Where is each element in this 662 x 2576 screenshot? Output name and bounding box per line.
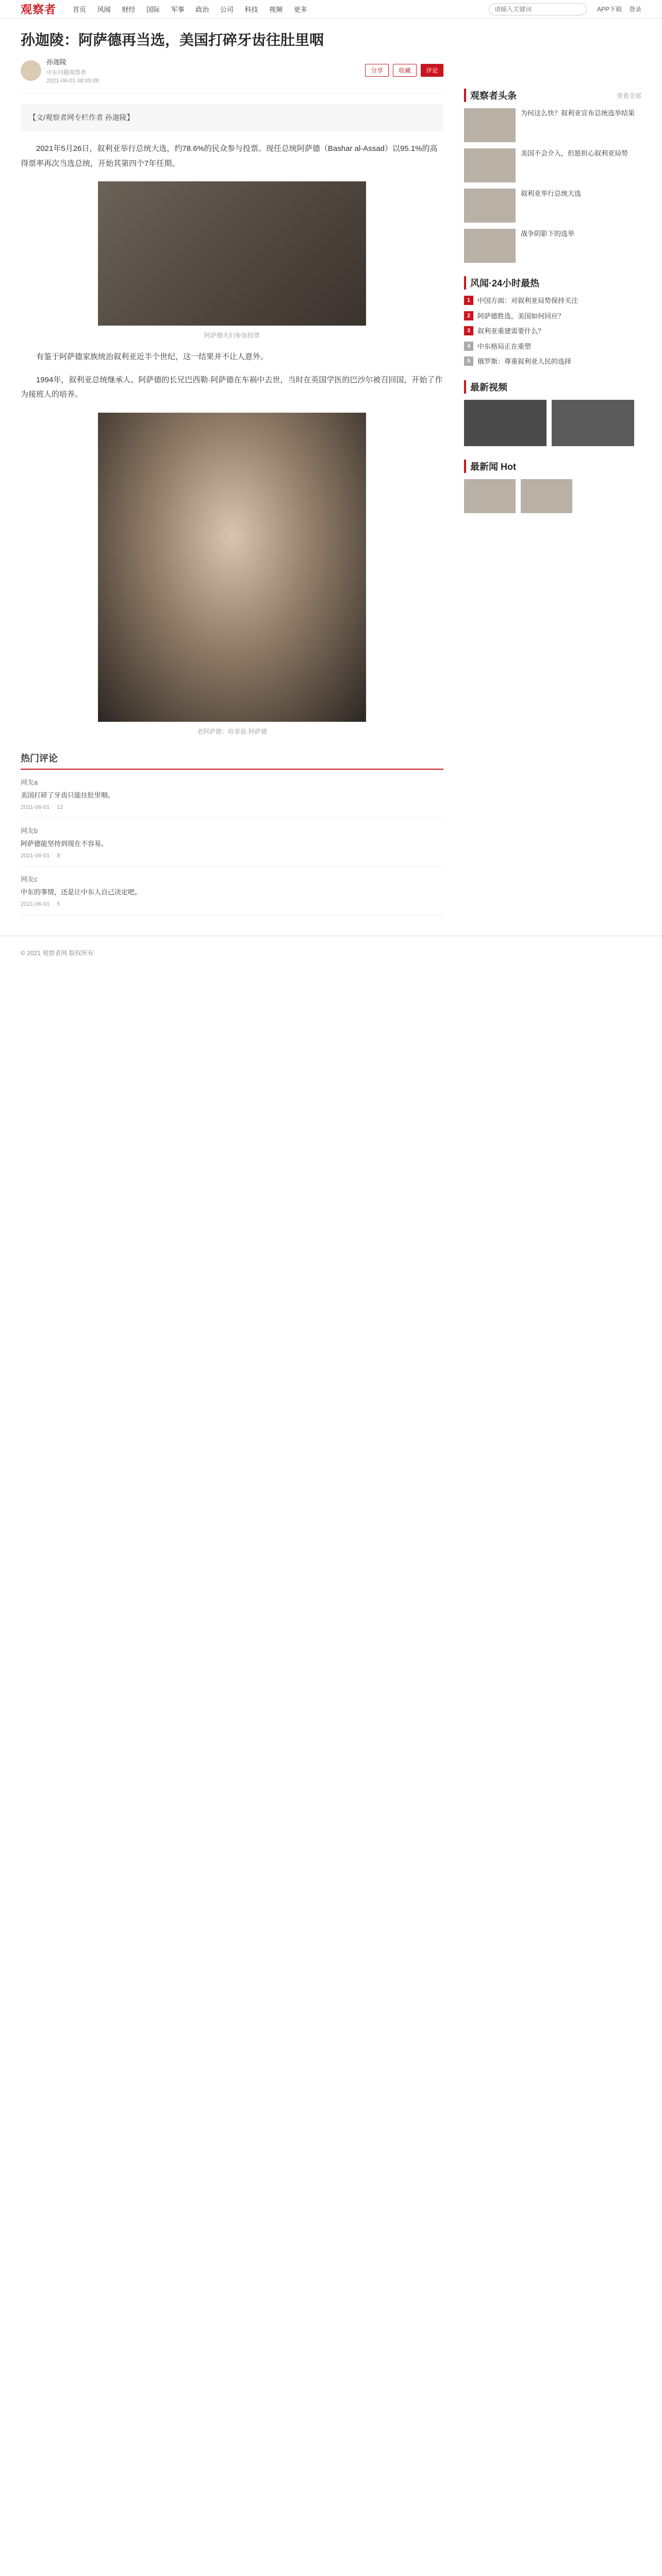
comment-body: 美国打碎了牙齿只能往肚里咽。 bbox=[21, 791, 115, 799]
article-summary: 【文/观察者网专栏作者 孙迦陵】 bbox=[21, 104, 443, 131]
sidebar bbox=[464, 19, 641, 915]
headline-text[interactable]: 叙利亚举行总统大选 bbox=[521, 190, 582, 197]
comment-item bbox=[21, 770, 443, 818]
hot-item[interactable] bbox=[464, 357, 641, 367]
comment-likes[interactable]: 5 bbox=[57, 901, 60, 907]
headline-text[interactable]: 为何这么快？叙利亚宣布总统选举结果 bbox=[521, 109, 635, 117]
sidebar-section-title bbox=[464, 380, 641, 394]
page-body bbox=[0, 19, 662, 915]
headline-item[interactable] bbox=[464, 229, 641, 263]
search-input[interactable] bbox=[489, 3, 587, 15]
share-button[interactable]: 分享 bbox=[365, 64, 389, 77]
hot-text[interactable]: 中东格局正在重塑 bbox=[477, 342, 532, 350]
article-title: 孙迦陵：阿萨德再当选，美国打碎牙齿往肚里咽 bbox=[21, 32, 324, 48]
headline-thumbnail[interactable] bbox=[464, 108, 516, 142]
article-paragraph: 1994年，叙利亚总统继承人、阿萨德的长兄巴西勒·阿萨德在车祸中去世，当时在英国学医的巴沙尔被召回国，开始了作为接班人的培养。 bbox=[21, 375, 443, 399]
login-link[interactable]: 登录 bbox=[628, 6, 641, 13]
article-date: 2021-06-01 08:05:08 bbox=[46, 78, 100, 84]
news-thumbnail[interactable] bbox=[521, 479, 572, 513]
section-label: 观察者头条 bbox=[470, 91, 517, 101]
nav-item[interactable]: 国际 bbox=[146, 6, 160, 13]
nav-item[interactable]: 风闻 bbox=[97, 6, 111, 13]
author-info bbox=[46, 57, 99, 84]
rank-badge: 1 bbox=[464, 296, 473, 305]
comment-item bbox=[21, 867, 443, 915]
comment-footer bbox=[21, 853, 443, 859]
headline-thumbnail[interactable] bbox=[464, 229, 516, 263]
hot-text[interactable]: 阿萨德胜选，美国如何回应？ bbox=[477, 312, 565, 320]
sidebar-section-title bbox=[464, 89, 641, 102]
favorite-button[interactable]: 收藏 bbox=[393, 64, 417, 77]
rank-badge: 3 bbox=[464, 326, 473, 335]
comment-button[interactable]: 评论 bbox=[421, 64, 443, 77]
article-photo-voting bbox=[98, 181, 366, 326]
nav-item[interactable]: 军事 bbox=[171, 6, 185, 13]
hot-item[interactable] bbox=[464, 326, 641, 336]
article-paragraph: 2021年5月26日，叙利亚举行总统大选，约78.6%的民众参与投票。现任总统阿萨德（Bashar al-Assad）以95.1%的高得票率再次当选总统，开始其第四个7年任期。 bbox=[21, 144, 438, 168]
comment-user[interactable]: 网友b bbox=[21, 826, 38, 835]
comment-likes[interactable]: 12 bbox=[57, 804, 63, 810]
copyright-text: © 2021 观察者网 版权所有 bbox=[21, 949, 94, 957]
hot-text[interactable]: 俄罗斯：尊重叙利亚人民的选择 bbox=[477, 358, 572, 365]
more-link[interactable]: 查看全部 bbox=[616, 92, 641, 99]
share-row bbox=[365, 64, 443, 77]
hot-text[interactable]: 中国方面：对叙利亚局势保持关注 bbox=[477, 297, 578, 304]
headline-thumbnail[interactable] bbox=[464, 148, 516, 182]
nav-item[interactable]: 政治 bbox=[195, 6, 209, 13]
comment-footer bbox=[21, 901, 443, 907]
nav-item[interactable]: 首页 bbox=[73, 6, 87, 13]
section-label: 风闻·24小时最热 bbox=[470, 278, 540, 289]
author-name[interactable]: 孙迦陵 bbox=[46, 58, 67, 66]
comments-heading: 热门评论 bbox=[21, 751, 443, 770]
comment-body: 阿萨德能坚持到现在不容易。 bbox=[21, 839, 108, 848]
photo-caption: 阿萨德夫妇参加投票 bbox=[204, 332, 260, 340]
photo-caption: 老阿萨德：哈菲兹·阿萨德 bbox=[197, 727, 267, 735]
rank-badge: 4 bbox=[464, 342, 473, 351]
video-item[interactable] bbox=[464, 400, 641, 446]
hot-text[interactable]: 叙利亚重建需要什么？ bbox=[477, 327, 545, 335]
sidebar-section-title bbox=[464, 276, 641, 290]
news-thumbnail[interactable] bbox=[464, 479, 516, 513]
top-right-links bbox=[597, 5, 641, 13]
comment-body: 中东的事情，还是让中东人自己决定吧。 bbox=[21, 888, 142, 896]
nav-item[interactable]: 公司 bbox=[220, 6, 234, 13]
article-paragraph: 有鉴于阿萨德家族统治叙利亚近半个世纪，这一结果并不让人意外。 bbox=[36, 352, 269, 362]
comment-time: 2021-06-01 bbox=[21, 901, 50, 907]
comment-user[interactable]: 网友a bbox=[21, 778, 38, 786]
article-photo-portrait bbox=[98, 413, 366, 722]
nav-item[interactable]: 科技 bbox=[244, 6, 258, 13]
hot-item[interactable] bbox=[464, 296, 641, 306]
site-logo[interactable]: 观察者 bbox=[21, 3, 57, 16]
article-meta bbox=[21, 57, 443, 94]
headline-text[interactable]: 美国不会介入，但愿担心叙利亚局势 bbox=[521, 149, 628, 157]
rank-badge: 5 bbox=[464, 357, 473, 366]
video-thumbnail[interactable] bbox=[552, 400, 634, 446]
sidebar-section-title bbox=[464, 460, 641, 473]
author-avatar[interactable] bbox=[21, 60, 41, 81]
section-label: 最新视频 bbox=[470, 382, 507, 393]
author-desc: 中东问题观察者 bbox=[46, 70, 86, 76]
video-thumbnail[interactable] bbox=[464, 400, 547, 446]
rank-badge: 2 bbox=[464, 311, 473, 320]
app-download-link[interactable]: APP下载 bbox=[597, 6, 622, 13]
hot-item[interactable] bbox=[464, 342, 641, 352]
headline-thumbnail[interactable] bbox=[464, 189, 516, 223]
top-bar bbox=[0, 0, 662, 19]
comment-footer bbox=[21, 804, 443, 810]
comment-likes[interactable]: 8 bbox=[57, 852, 60, 859]
nav-item[interactable]: 视频 bbox=[269, 6, 283, 13]
section-label: 最新闻 Hot bbox=[470, 461, 516, 472]
main-column bbox=[21, 19, 443, 915]
news-item[interactable] bbox=[464, 479, 641, 513]
main-nav bbox=[73, 4, 317, 14]
comment-time: 2021-06-01 bbox=[21, 852, 50, 859]
comment-time: 2021-06-01 bbox=[21, 804, 50, 810]
headline-item[interactable] bbox=[464, 189, 641, 223]
hot-item[interactable] bbox=[464, 311, 641, 321]
comment-item bbox=[21, 818, 443, 867]
headline-item[interactable] bbox=[464, 108, 641, 142]
nav-item[interactable]: 更多 bbox=[293, 6, 307, 13]
nav-item[interactable]: 财经 bbox=[122, 6, 136, 13]
headline-text[interactable]: 战争阴影下的选举 bbox=[521, 230, 575, 238]
comment-user[interactable]: 网友c bbox=[21, 875, 38, 883]
page-footer bbox=[0, 936, 662, 970]
headline-item[interactable] bbox=[464, 148, 641, 182]
